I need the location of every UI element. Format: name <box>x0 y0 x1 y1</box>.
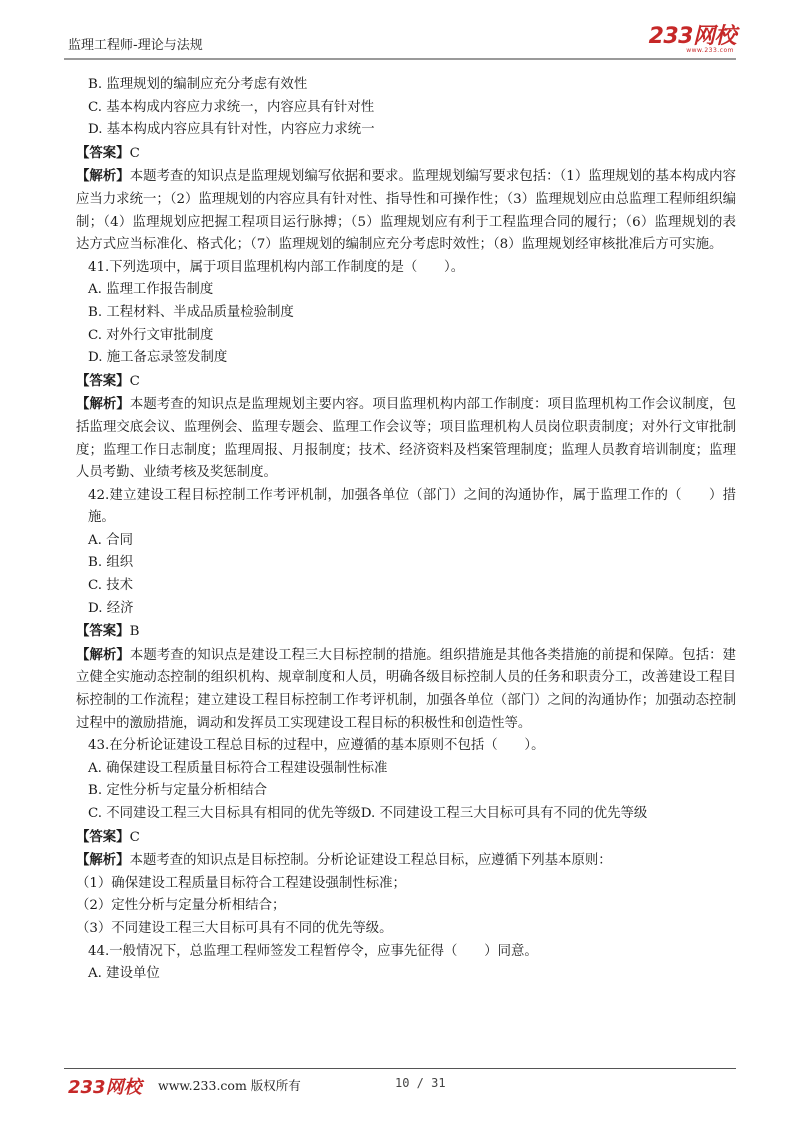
q41-option-d: D. 施工备忘录签发制度 <box>88 350 228 366</box>
q42-answer <box>64 620 736 644</box>
answer-value: C <box>129 829 140 845</box>
q42-option-c: C. 技术 <box>88 578 134 594</box>
q42-analysis <box>64 644 736 735</box>
analysis-tag: 【解析】 <box>76 852 130 869</box>
q40-option-c: C. 基本构成内容应力求统一，内容应具有针对性 <box>88 99 375 115</box>
q43-principle-2: （2）定性分析与定量分析相结合； <box>76 898 286 914</box>
q41-option-a: A. 监理工作报告制度 <box>88 282 214 298</box>
q43-option-cd: C. 不同建设工程三大目标具有相同的优先等级D. 不同建设工程三大目标可具有不同的优先等级 <box>88 806 648 821</box>
q42-stem: 42.建立建设工程目标控制工作考评机制，加强各单位（部门）之间的沟通协作，属于监理工作的（ ）措施。 <box>88 487 736 526</box>
analysis-tag: 【解析】 <box>76 396 130 413</box>
q43-principle-3: （3）不同建设工程三大目标可具有不同的优先等级。 <box>76 920 393 936</box>
footer-brand-logo: 233网校 <box>68 1077 142 1098</box>
page-header <box>64 26 736 56</box>
q41-answer <box>64 370 736 394</box>
q41-option-b: B. 工程材料、半成品质量检验制度 <box>88 304 294 320</box>
q41-option-c: C. 对外行文审批制度 <box>88 327 214 343</box>
answer-tag: 【答案】 <box>76 144 130 161</box>
analysis-text: 本题考查的知识点是目标控制。分析论证建设工程总目标，应遵循下列基本原则： <box>129 853 612 869</box>
q43-analysis <box>64 849 736 873</box>
q41-stem: 41.下列选项中，属于项目监理机构内部工作制度的是（ ）。 <box>88 259 465 275</box>
page-footer <box>64 1073 736 1097</box>
analysis-text: 本题考查的知识点是监理规划主要内容。项目监理机构内部工作制度：项目监理机构工作会议制度，包括监理交底会议、监理例会、监理专题会、监理工作会议等；项目监理机构人员岗位职责制度；对外行文审批制度；监理工作日志制度；监理周报、月报制度；技术、经济资料及档案管理制度；监理人员教育培训制度；监理人员考勤、业绩考核及奖惩制度。 <box>76 397 737 481</box>
q42-option-b: B. 组织 <box>88 555 134 571</box>
q43-option-b: B. 定性分析与定量分析相结合 <box>88 783 268 799</box>
answer-tag: 【答案】 <box>76 623 130 640</box>
q43-answer <box>64 826 736 850</box>
q43-principle-1: （1）确保建设工程质量目标符合工程建设强制性标准； <box>76 875 406 891</box>
answer-value: B <box>129 624 140 640</box>
q42-option-a: A. 合同 <box>88 532 133 548</box>
page-number: 10 / 31 <box>395 1076 446 1090</box>
q43-stem: 43.在分析论证建设工程总目标的过程中，应遵循的基本原则不包括（ ）。 <box>88 738 545 754</box>
q43-option-a: A. 确保建设工程质量目标符合工程建设强制性标准 <box>88 760 388 776</box>
answer-tag: 【答案】 <box>76 828 130 845</box>
q44-stem: 44.一般情况下，总监理工程师签发工程暂停令，应事先征得（ ）同意。 <box>88 943 538 959</box>
answer-tag: 【答案】 <box>76 372 130 389</box>
q44-option-a: A. 建设单位 <box>88 966 160 982</box>
footer-copyright: www.233.com 版权所有 <box>158 1078 301 1093</box>
header-divider <box>64 58 736 60</box>
brand-logo-domain: www.233.com <box>686 47 734 54</box>
analysis-text: 本题考查的知识点是建设工程三大目标控制的措施。组织措施是其他各类措施的前提和保障。包括：建立健全实施动态控制的组织机构、规章制度和人员，明确各级目标控制人员的任务和职责分工，改善建设工程目标控制的工作流程；建立建设工程目标控制工作考评机制，加强各单位（部门）之间的沟通协作；加强动态控制过程中的激励措施，调动和发挥员工实现建设工程目标的积极性和创造性等。 <box>76 647 737 731</box>
brand-logo-text: 233网校 <box>648 24 736 49</box>
document-title: 监理工程师-理论与法规 <box>68 38 203 53</box>
footer-divider <box>64 1068 736 1069</box>
q42-option-d: D. 经济 <box>88 600 134 616</box>
q40-option-b: B. 监理规划的编制应充分考虑有效性 <box>88 77 308 92</box>
analysis-tag: 【解析】 <box>76 646 130 663</box>
q40-option-d: D. 基本构成内容应具有针对性，内容应力求统一 <box>88 122 375 138</box>
analysis-tag: 【解析】 <box>76 168 130 185</box>
q41-analysis <box>64 393 736 484</box>
q40-answer <box>64 142 736 166</box>
answer-value: C <box>129 373 140 389</box>
q40-analysis <box>64 165 736 256</box>
analysis-text: 本题考查的知识点是监理规划编写依据和要求。监理规划编写要求包括：（1）监理规划的基本构成内容应当力求统一；（2）监理规划的内容应具有针对性、指导性和可操作性；（3）监理规划应由总监理工程师组织编制；（4）监理规划应把握工程项目运行脉搏；（5）监理规划应有利于工程监理合同的履行；（6）监理规划的表达方式应当标准化、格式化；（7）监理规划的编制应充分考虑时效性；（8）监理规划经审核批准后方可实施。 <box>76 169 736 253</box>
answer-value: C <box>129 145 140 161</box>
page-content <box>64 74 736 986</box>
